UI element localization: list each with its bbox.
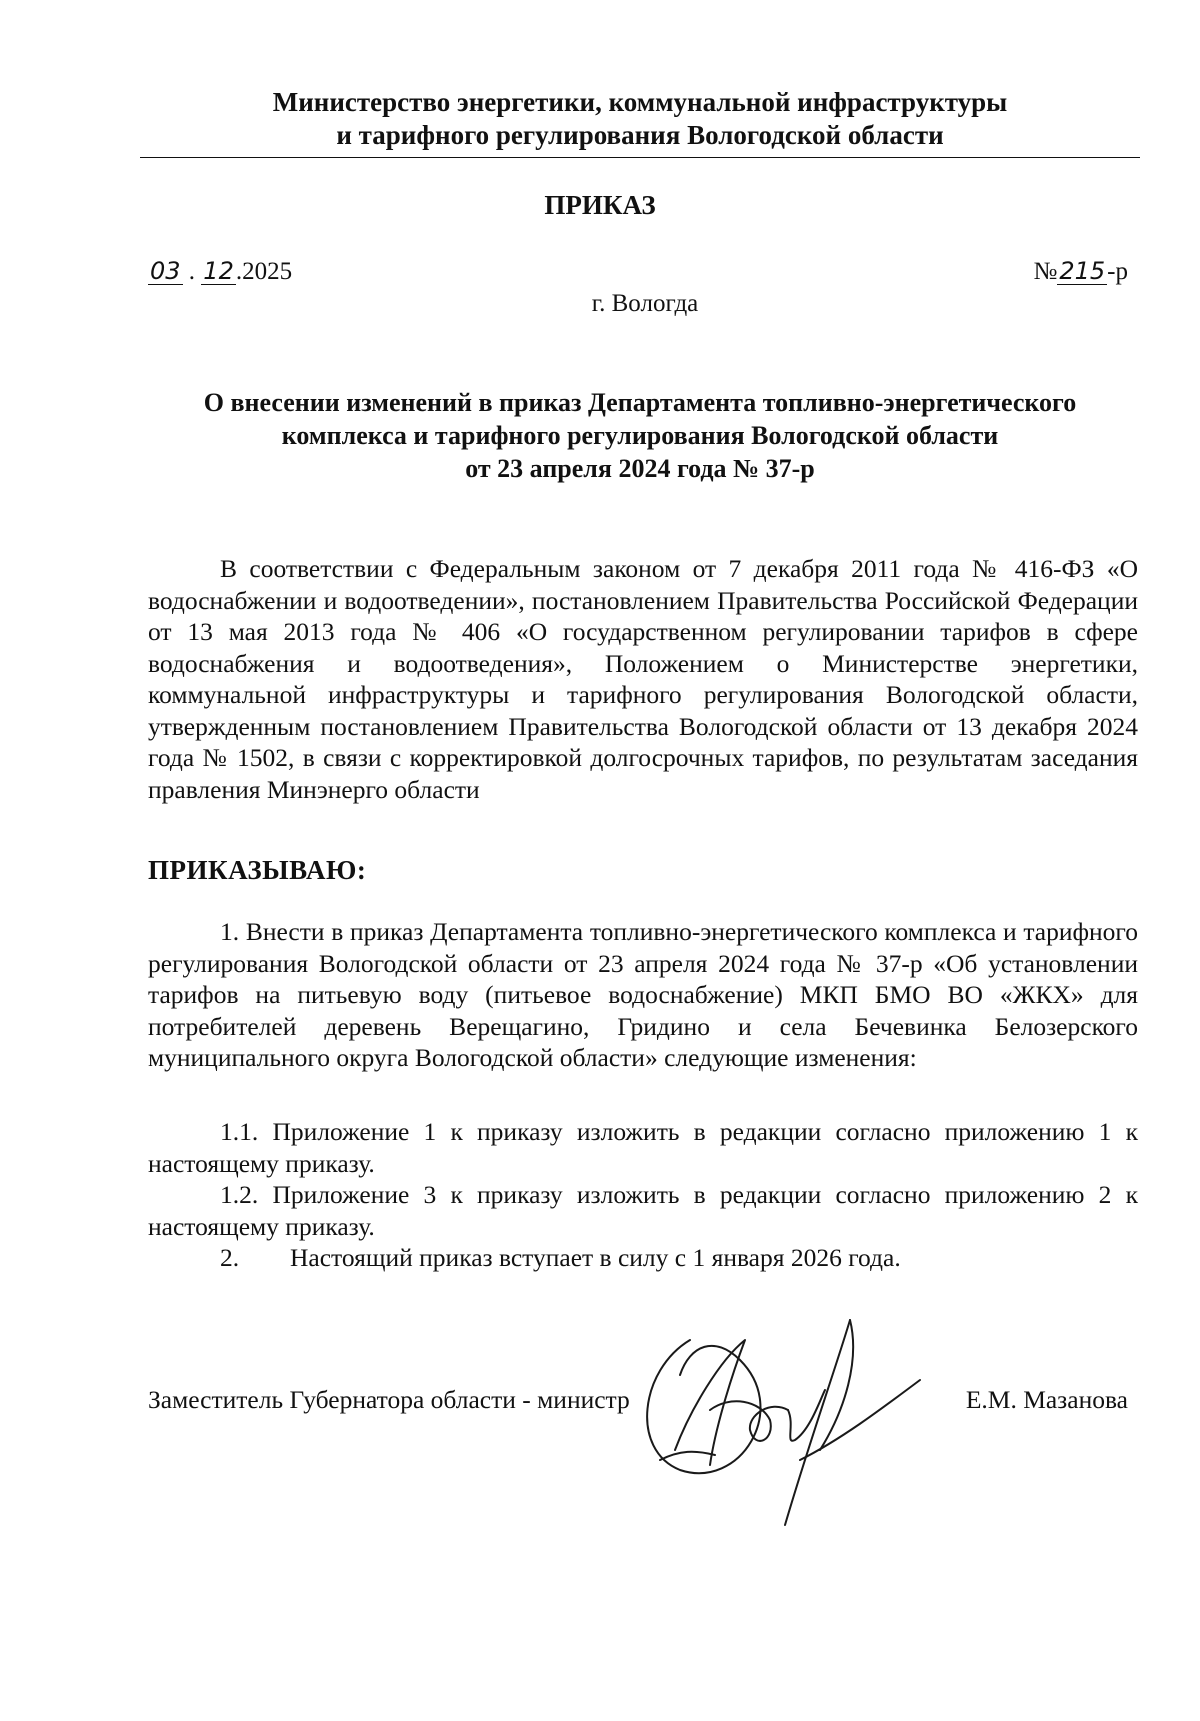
item-1-paragraph: 1. Внести в приказ Департамента топливно-энергетического комплекса и тарифного регулирования Вологодской области от 23 апреля 2024 года № 37-р «Об установлении тарифов на питьевую воду (питьевое водоснабжение) МКП БМО ВО «ЖКХ» для потребителей деревень Верещагино, Гридино и села Бечевинка Белозерского муниципального округа Вологодской области» следующие изменения: xyxy=(148,917,1138,1072)
item-2-text: Настоящий приказ вступает в силу с 1 января 2026 года. xyxy=(290,1243,901,1272)
document-subject xyxy=(140,386,1140,485)
number-handwritten: 215 xyxy=(1059,257,1106,285)
date-year: .2025 xyxy=(235,258,293,285)
signer-name: Е.М. Мазанова xyxy=(965,1385,1128,1414)
header-divider xyxy=(140,157,1140,158)
handwritten-signature-icon xyxy=(620,1300,950,1530)
document-city: г. Вологда xyxy=(591,290,699,317)
number-suffix: -р xyxy=(1107,258,1128,285)
item-2-number: 2. xyxy=(220,1243,240,1272)
subject-line2: комплекса и тарифного регулирования Вологодской области xyxy=(281,421,999,450)
document-title: ПРИКАЗ xyxy=(544,190,656,220)
subject-line1: О внесении изменений в приказ Департамента топливно-энергетического xyxy=(203,388,1077,417)
ministry-header-line2: и тарифного регулирования Вологодской области xyxy=(336,120,944,150)
signer-position: Заместитель Губернатора области - министр xyxy=(148,1385,630,1414)
date-day-handwritten: 03 xyxy=(150,257,181,285)
date-month-handwritten: 12 xyxy=(203,257,234,285)
preamble-paragraph: В соответствии с Федеральным законом от 7 декабря 2011 года № 416-ФЗ «О водоснабжении и водоотведении», постановлением Правительства Российской Федерации от 13 мая 2013 года № 406 «О государственном регулировании тарифов в сфере водоснабжения и водоотведения», Положением о Министерстве энергетики, коммунальной инфраструктуры и тарифного регулирования Вологодской области, утвержденным постановлением Правительства Вологодской области от 13 декабря 2024 года № 1502, в связи с корректировкой долгосрочных тарифов, по результатам заседания правления Минэнерго области xyxy=(148,554,1138,804)
order-word: ПРИКАЗЫВАЮ: xyxy=(148,855,367,885)
ministry-header-line1: Министерство энергетики, коммунальной инфраструктуры xyxy=(272,87,1008,117)
item-1-2-paragraph: 1.2. Приложение 3 к приказу изложить в редакции согласно приложению 2 к настоящему приказу. xyxy=(148,1180,1138,1241)
item-2-paragraph xyxy=(220,1243,901,1273)
document-number xyxy=(1034,258,1129,286)
number-prefix: № xyxy=(1033,258,1058,285)
ministry-header xyxy=(140,86,1140,152)
subject-line3: от 23 апреля 2024 года № 37-р xyxy=(465,454,815,483)
item-1-1-paragraph: 1.1. Приложение 1 к приказу изложить в редакции согласно приложению 1 к настоящему приказу. xyxy=(148,1117,1138,1178)
document-date: 03 . 12.2025 xyxy=(150,257,293,285)
